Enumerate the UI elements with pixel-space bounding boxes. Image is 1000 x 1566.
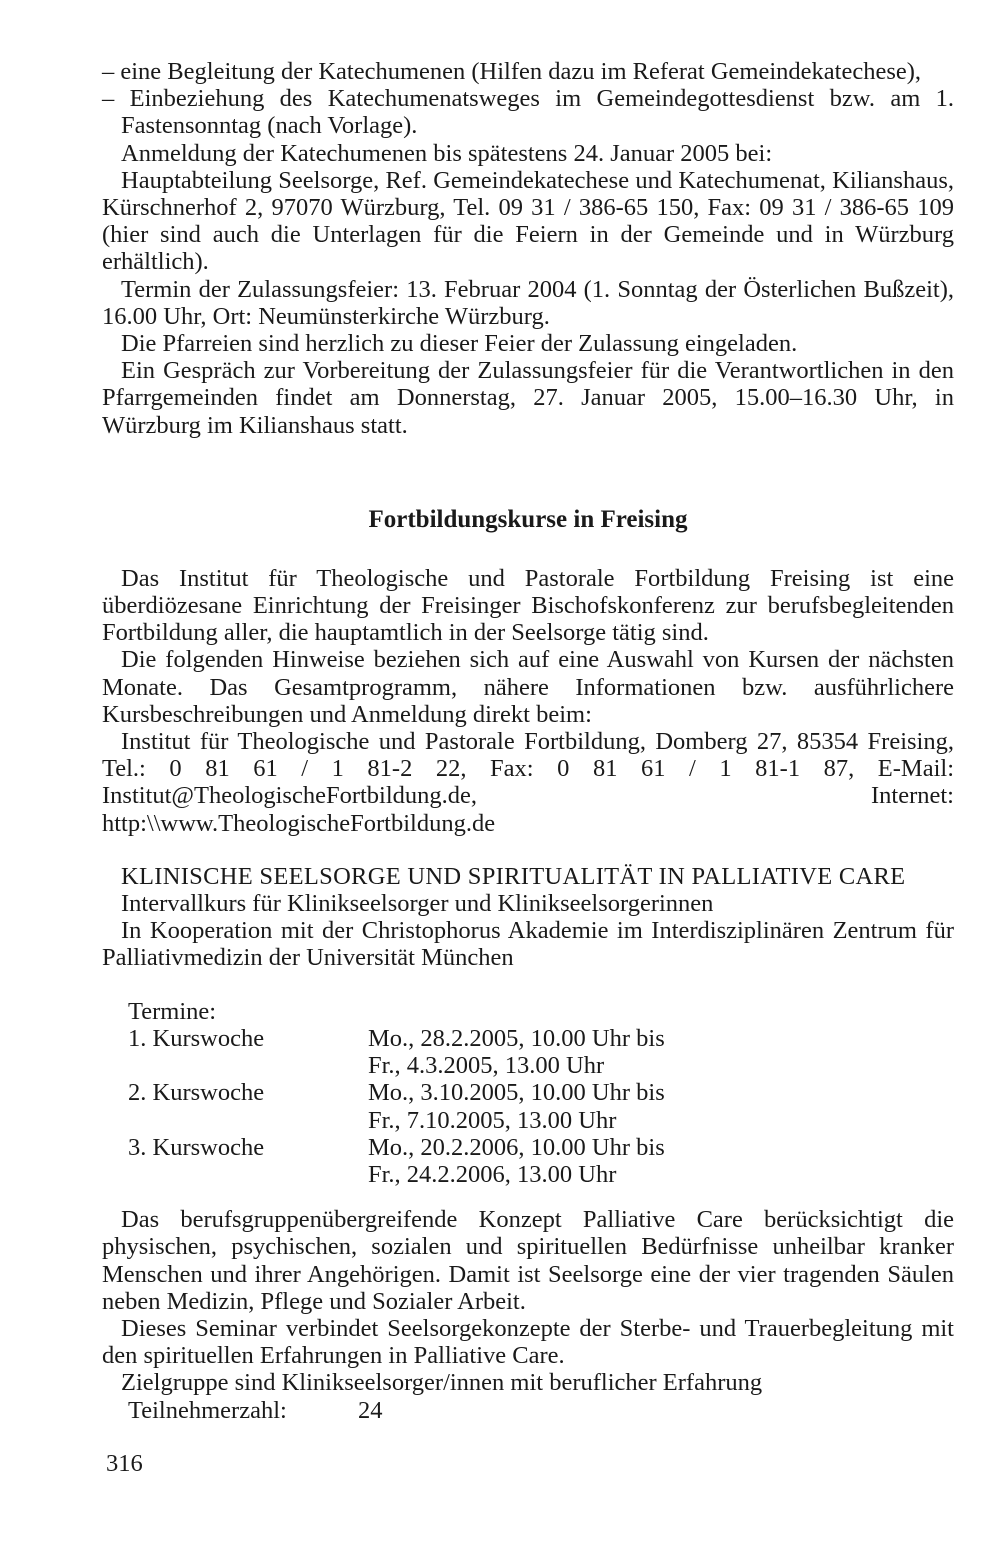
schedule-start: Mo., 3.10.2005, 10.00 Uhr bis [368, 1079, 665, 1107]
schedule-end: Fr., 4.3.2005, 13.00 Uhr [368, 1052, 605, 1080]
participants-row [128, 1397, 954, 1424]
course-title: KLINISCHE SEELSORGE UND SPIRITUALITÄT IN PALLIATIVE CARE [121, 862, 906, 890]
course-cooperation: In Kooperation mit der Christophorus Akademie im Interdisziplinären Zentrum für Palliativmedizin der Universität München [102, 917, 954, 972]
participants-value: 24 [358, 1396, 383, 1424]
schedule-week: 2. Kurswoche [128, 1079, 265, 1107]
paragraph: Das berufsgruppenübergreifende Konzept Palliative Care berücksichtigt die physischen, psychischen, sozialen und spirituellen Bedürfnisse unheilbar kranker Menschen und ihrer Angehörigen. Damit ist Seelsorge eine der vier tragenden Säulen neben Medizin, Pflege und Sozialer Arbeit. [102, 1206, 954, 1315]
paragraph: Ein Gespräch zur Vorbereitung der Zulassungsfeier für die Verantwortlichen in den Pfarrgemeinden findet am Donnerstag, 27. Januar 2005, 15.00–16.30 Uhr, in Würzburg im Kilianshaus statt. [102, 357, 954, 439]
course-subtitle: Intervallkurs für Klinikseelsorger und Klinikseelsorgerinnen [121, 890, 714, 918]
page-number: 316 [106, 1450, 143, 1477]
schedule-week: 3. Kurswoche [128, 1133, 265, 1161]
paragraph: Anmeldung der Katechumenen bis spätestens 24. Januar 2005 bei: [121, 139, 773, 167]
bullet-item: – eine Begleitung der Katechumenen (Hilfen dazu im Referat Gemeindekatechese), [102, 58, 922, 85]
schedule-label: Termine: [128, 997, 217, 1025]
section-heading: Fortbildungskurse in Freising [368, 505, 688, 533]
paragraph: Dieses Seminar verbindet Seelsorgekonzepte der Sterbe- und Trauerbegleitung mit den spirituellen Erfahrungen in Palliative Care. [102, 1314, 954, 1370]
paragraph: Das Institut für Theologische und Pastorale Fortbildung Freising ist eine überdiözesane Einrichtung der Freisinger Bischofskonferenz zur berufsbegleitenden Fortbildung aller, die hauptamtlich in der Seelsorge tätig sind. [102, 564, 954, 647]
paragraph: Institut für Theologische und Pastorale Fortbildung, Domberg 27, 85354 Freising, Tel.: 0 81 61 / 1 81-2 22, Fax: 0 81 61 / 1 81-1 87, E-Mail: Institut@TheologischeFortbildung.de, Internet: http:\\www.TheologischeFortbildung.de [102, 728, 954, 837]
document-page [102, 58, 954, 1424]
bullet-item: – Einbeziehung des Katechumenatsweges im Gemeindegottesdienst bzw. am 1. Fastensonntag (nach Vorlage). [102, 85, 954, 140]
paragraph: Die Pfarreien sind herzlich zu dieser Feier der Zulassung eingeladen. [121, 330, 798, 358]
participants-label: Teilnehmerzahl: [128, 1396, 287, 1424]
paragraph: Termin der Zulassungsfeier: 13. Februar 2004 (1. Sonntag der Österlichen Bußzeit), 16.00 Uhr, Ort: Neumünsterkirche Würzburg. [102, 275, 954, 330]
schedule-end: Fr., 7.10.2005, 13.00 Uhr [368, 1106, 617, 1134]
schedule-week: 1. Kurswoche [128, 1024, 265, 1052]
paragraph: Zielgruppe sind Klinikseelsorger/innen mit beruflicher Erfahrung [121, 1369, 763, 1397]
schedule-table [128, 1025, 954, 1188]
schedule-start: Mo., 28.2.2005, 10.00 Uhr bis [368, 1024, 665, 1052]
paragraph: Die folgenden Hinweise beziehen sich auf eine Auswahl von Kursen der nächsten Monate. Das Gesamtprogramm, nähere Informationen bzw. ausführlichere Kursbeschreibungen und Anmeldung direkt beim: [102, 646, 954, 728]
schedule-end: Fr., 24.2.2006, 13.00 Uhr [368, 1160, 617, 1188]
schedule-start: Mo., 20.2.2006, 10.00 Uhr bis [368, 1133, 665, 1161]
paragraph: Hauptabteilung Seelsorge, Ref. Gemeindekatechese und Katechumenat, Kilianshaus, Kürschnerhof 2, 97070 Würzburg, Tel. 09 31 / 386-65 150, Fax: 09 31 / 386-65 109 (hier sind auch die Unterlagen für die Feiern in der Gemeinde und in Würzburg erhältlich). [102, 166, 954, 276]
